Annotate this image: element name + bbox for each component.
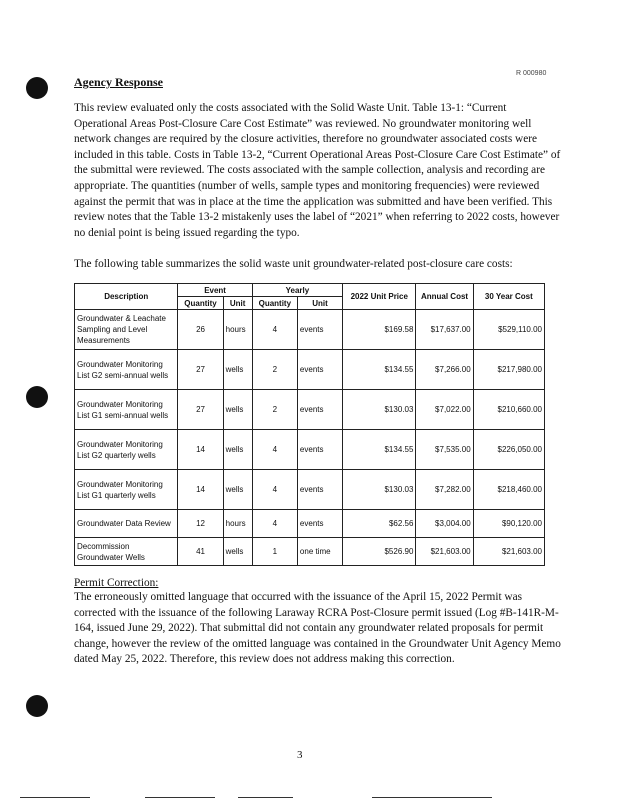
header-event: Event <box>178 284 252 297</box>
cell-yearly-quantity: 4 <box>252 470 297 510</box>
cell-annual-cost: $21,603.00 <box>416 538 473 566</box>
cell-yearly-unit: events <box>297 510 342 538</box>
cell-yearly-quantity: 4 <box>252 510 297 538</box>
cell-thirty-year-cost: $90,120.00 <box>473 510 544 538</box>
cell-annual-cost: $7,535.00 <box>416 430 473 470</box>
section-heading: Agency Response <box>74 75 163 89</box>
cell-thirty-year-cost: $218,460.00 <box>473 470 544 510</box>
punch-hole-middle <box>26 386 48 408</box>
footer-rule <box>372 797 492 798</box>
header-yearly: Yearly <box>252 284 342 297</box>
cell-thirty-year-cost: $21,603.00 <box>473 538 544 566</box>
cost-table <box>74 283 545 566</box>
cell-event-quantity: 14 <box>178 430 223 470</box>
table-row <box>75 430 545 470</box>
cell-description: Groundwater Monitoring List G1 quarterly wells <box>75 470 178 510</box>
cell-annual-cost: $7,282.00 <box>416 470 473 510</box>
cell-annual-cost: $17,637.00 <box>416 310 473 350</box>
table-row <box>75 390 545 430</box>
cell-event-unit: wells <box>223 390 252 430</box>
cell-event-unit: hours <box>223 310 252 350</box>
punch-hole-bottom <box>26 695 48 717</box>
paragraph-table-intro: The following table summarizes the solid waste unit groundwater-related post-closure care costs: <box>74 258 513 270</box>
header-unit-price: 2022 Unit Price <box>343 284 416 310</box>
paragraph-permit-correction: The erroneously omitted language that occurred with the issuance of the April 15, 2022 Permit was corrected with the issuance of the following Laraway RCRA Post-Closure permit issued (Log #B-141R-M-164, issued June 29, 2022). That submittal did not contain any groundwater related proposals for permit change, however the review of the omitted language was contained in the Groundwater Unit Agency Memo dated May 25, 2022. Therefore, this review does not address making this correction. <box>74 591 561 666</box>
cell-unit-price: $134.55 <box>343 350 416 390</box>
footer-rule <box>238 797 293 798</box>
cell-yearly-quantity: 2 <box>252 350 297 390</box>
cell-yearly-quantity: 4 <box>252 310 297 350</box>
cell-yearly-quantity: 1 <box>252 538 297 566</box>
cell-yearly-unit: events <box>297 390 342 430</box>
header-event-quantity: Quantity <box>178 297 223 310</box>
cell-unit-price: $134.55 <box>343 430 416 470</box>
cell-description: Groundwater Monitoring List G1 semi-annual wells <box>75 390 178 430</box>
cell-yearly-unit: events <box>297 430 342 470</box>
cell-yearly-quantity: 4 <box>252 430 297 470</box>
footer-rule <box>145 797 215 798</box>
cell-yearly-unit: events <box>297 350 342 390</box>
header-yearly-unit: Unit <box>297 297 342 310</box>
punch-hole-top <box>26 77 48 99</box>
cell-yearly-unit: one time <box>297 538 342 566</box>
cell-thirty-year-cost: $217,980.00 <box>473 350 544 390</box>
cell-event-unit: wells <box>223 538 252 566</box>
cell-event-unit: wells <box>223 350 252 390</box>
page-number: 3 <box>297 749 303 761</box>
cell-thirty-year-cost: $529,110.00 <box>473 310 544 350</box>
cell-unit-price: $526.90 <box>343 538 416 566</box>
cell-event-quantity: 26 <box>178 310 223 350</box>
cell-event-quantity: 14 <box>178 470 223 510</box>
cell-event-unit: hours <box>223 510 252 538</box>
header-annual-cost: Annual Cost <box>416 284 473 310</box>
cell-description: Groundwater Monitoring List G2 quarterly wells <box>75 430 178 470</box>
table-row <box>75 350 545 390</box>
cell-thirty-year-cost: $226,050.00 <box>473 430 544 470</box>
table-row <box>75 470 545 510</box>
cell-yearly-unit: events <box>297 310 342 350</box>
permit-correction-heading: Permit Correction: <box>74 577 159 589</box>
cell-unit-price: $62.56 <box>343 510 416 538</box>
cell-annual-cost: $7,022.00 <box>416 390 473 430</box>
cell-event-unit: wells <box>223 430 252 470</box>
document-id: R 000980 <box>516 70 547 77</box>
header-yearly-quantity: Quantity <box>252 297 297 310</box>
cell-thirty-year-cost: $210,660.00 <box>473 390 544 430</box>
cell-unit-price: $169.58 <box>343 310 416 350</box>
footer-rule <box>20 797 90 798</box>
cell-description: Decommission Groundwater Wells <box>75 538 178 566</box>
cell-event-quantity: 27 <box>178 350 223 390</box>
table-row <box>75 510 545 538</box>
header-event-unit: Unit <box>223 297 252 310</box>
cell-annual-cost: $7,266.00 <box>416 350 473 390</box>
cell-unit-price: $130.03 <box>343 390 416 430</box>
cell-description: Groundwater Data Review <box>75 510 178 538</box>
table-row <box>75 538 545 566</box>
cell-event-unit: wells <box>223 470 252 510</box>
cell-annual-cost: $3,004.00 <box>416 510 473 538</box>
cell-description: Groundwater & Leachate Sampling and Level Measurements <box>75 310 178 350</box>
cell-yearly-unit: events <box>297 470 342 510</box>
cell-event-quantity: 27 <box>178 390 223 430</box>
header-description: Description <box>75 284 178 310</box>
cell-event-quantity: 41 <box>178 538 223 566</box>
cell-unit-price: $130.03 <box>343 470 416 510</box>
paragraph-agency-response: This review evaluated only the costs associated with the Solid Waste Unit. Table 13-1: “Current Operational Areas Post-Closure Care Cost Estimate” was reviewed. No groundwater monitoring well network changes are required by the closure activities, therefore no groundwater associated costs were included in this table. Costs in Table 13-2, “Current Operational Areas Post-Closure Care Cost Estimate” of the submittal were reviewed. The costs associated with the sample collection, analysis and recording are appropriate. The quantities (number of wells, sample types and monitoring frequencies) were reviewed against the permit that was in place at the time the application was submitted and have been verified. This review notes that the Table 13-2 mistakenly uses the label of “2021” when referring to 2022 costs, however no denial point is being issued regarding the typo. <box>74 102 561 239</box>
table-row <box>75 310 545 350</box>
cell-description: Groundwater Monitoring List G2 semi-annual wells <box>75 350 178 390</box>
header-thirty-year-cost: 30 Year Cost <box>473 284 544 310</box>
cell-yearly-quantity: 2 <box>252 390 297 430</box>
cell-event-quantity: 12 <box>178 510 223 538</box>
